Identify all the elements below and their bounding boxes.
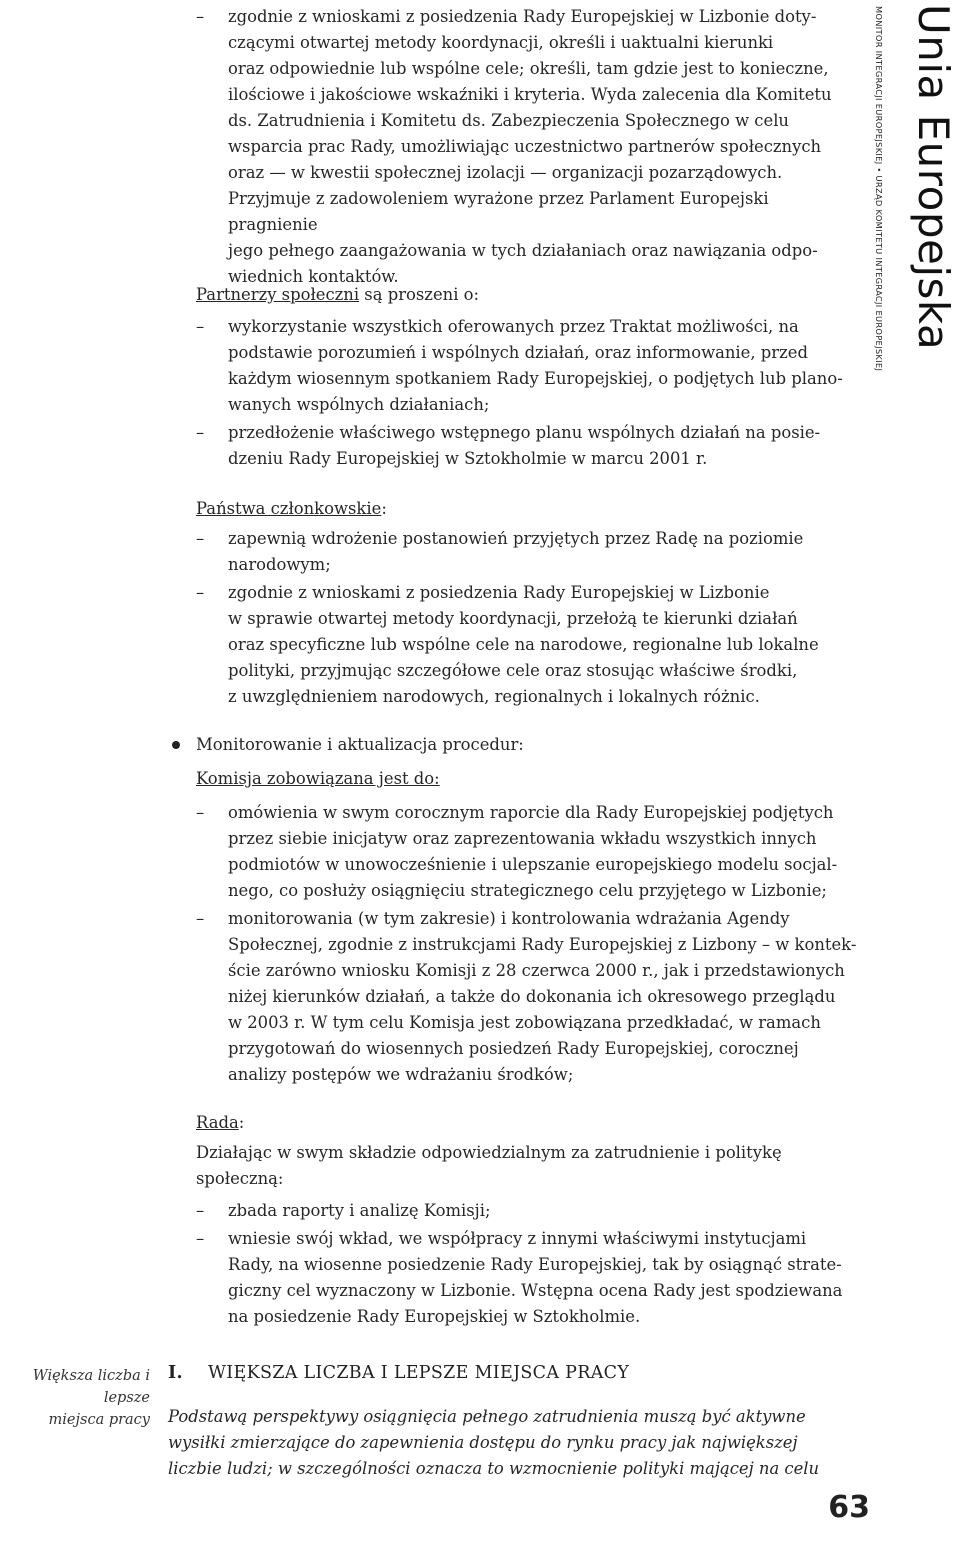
dash-marker: – (196, 1229, 205, 1248)
text-line: Rady, na wiosenne posiedzenie Rady Europejskiej, tak by osiągnąć strate- (228, 1255, 842, 1274)
bullet-marker (172, 741, 180, 749)
margin-note-line: Większa liczba i lepsze (32, 1368, 150, 1406)
text-line: społeczną: (196, 1169, 284, 1188)
margin-note (0, 1365, 150, 1431)
text-line: w sprawie otwartej metody koordynacji, przełożą te kierunki działań (228, 609, 798, 628)
text-line: zgodnie z wnioskami z posiedzenia Rady Europejskiej w Lizbonie doty- (228, 7, 817, 26)
text-line: ilościowe i jakościowe wskaźniki i kryteria. Wyda zalecenia dla Komitetu (228, 85, 832, 104)
text-line: analizy postępów we wdrażaniu środków; (228, 1065, 574, 1084)
council-heading-rest: : (238, 1113, 245, 1132)
sidebar-title: Unia Europejska (909, 4, 958, 351)
section-lead (168, 1404, 858, 1482)
text-line: giczny cel wyznaczony w Lizbonie. Wstępna ocena Rady jest spodziewana (228, 1281, 843, 1300)
text-line: podmiotów w unowocześnienie i ulepszanie europejskiego modelu socjal- (228, 855, 838, 874)
text-line: wniesie swój wkład, we współpracy z innymi właściwymi instytucjami (228, 1229, 807, 1248)
member-states-heading-rest: : (381, 499, 387, 518)
text-line: dzeniu Rady Europejskiej w Sztokholmie w marcu 2001 r. (228, 449, 708, 468)
text-line: oraz — w kwestii społecznej izolacji — organizacji pozarządowych. (228, 163, 783, 182)
dash-marker: – (196, 423, 205, 442)
text-line: oraz odpowiednie lub wspólne cele; określi, tam gdzie jest to konieczne, (228, 59, 829, 78)
partners-heading-rest: są proszeni o: (359, 285, 480, 304)
list-item-text (228, 1226, 858, 1330)
text-line: wykorzystanie wszystkich oferowanych przez Traktat możliwości, na (228, 317, 799, 336)
list-item-text (228, 526, 858, 578)
text-line: na posiedzenie Rady Europejskiej w Sztokholmie. (228, 1307, 641, 1326)
text-line: z uwzględnieniem narodowych, regionalnych i lokalnych różnic. (228, 687, 760, 706)
text-line: każdym wiosennym spotkaniem Rady Europejskiej, o podjętych lub plano- (228, 369, 843, 388)
text-line: zapewnią wdrożenie postanowień przyjętych przez Radę na poziomie (228, 529, 804, 548)
monitoring-heading: Monitorowanie i aktualizacja procedur: (196, 735, 524, 754)
list-item-text (228, 4, 858, 290)
text-line: omówienia w swym corocznym raporcie dla Rady Europejskiej podjętych (228, 803, 834, 822)
dash-marker: – (196, 529, 205, 548)
council-intro (196, 1140, 858, 1192)
text-line: jego pełnego zaangażowania w tych działaniach oraz nawiązania odpo- (228, 241, 818, 260)
text-line: oraz specyficzne lub wspólne cele na narodowe, regionalne lub lokalne (228, 635, 819, 654)
text-line: zgodnie z wnioskami z posiedzenia Rady Europejskiej w Lizbonie (228, 583, 770, 602)
member-states-heading-label: Państwa członkowskie (196, 499, 382, 518)
text-line: przygotowań do wiosennych posiedzeń Rady Europejskiej, corocznej (228, 1039, 799, 1058)
text-line: przedłożenie właściwego wstępnego planu wspólnych działań na posie- (228, 423, 821, 442)
text-line: Przyjmuje z zadowoleniem wyrażone przez Parlament Europejski pragnienie (228, 189, 769, 234)
margin-note-line: miejsca pracy (48, 1412, 150, 1428)
text-line: przez siebie inicjatyw oraz zaprezentowania wkładu wszystkich innych (228, 829, 817, 848)
list-item-text (228, 800, 858, 904)
text-line: w 2003 r. W tym celu Komisja jest zobowiązana przedkładać, w ramach (228, 1013, 821, 1032)
partners-heading (196, 282, 858, 308)
sidebar-subtitle: MONITOR INTEGRACJI EUROPEJSKIEJ • URZĄD KOMITETU INTEGRACJI EUROPEJSKIEJ (874, 6, 884, 372)
dash-marker: – (196, 583, 205, 602)
dash-marker: – (196, 803, 205, 822)
text-line: narodowym; (228, 555, 331, 574)
list-item-text (228, 580, 858, 710)
text-line: wanych wspólnych działaniach; (228, 395, 490, 414)
list-item-text (228, 906, 858, 1088)
page-number: 63 (828, 1490, 870, 1525)
text-line: Działając w swym składzie odpowiedzialnym za zatrudnienie i politykę (196, 1143, 782, 1162)
section-number: I. (168, 1363, 183, 1383)
text-line: polityki, przyjmując szczegółowe cele oraz stosując właściwe środki, (228, 661, 798, 680)
dash-marker: – (196, 317, 205, 336)
commission-heading-label: Komisja zobowiązana jest do: (196, 769, 440, 788)
text-line: wiednich kontaktów. (228, 267, 399, 286)
text-line: Społecznej, zgodnie z instrukcjami Rady Europejskiej z Lizbony – w kontek- (228, 935, 857, 954)
text-line: wysiłki zmierzające do zapewnienia dostępu do rynku pracy jak największej (168, 1433, 798, 1452)
section-heading (168, 1360, 868, 1386)
text-line: zbada raporty i analizę Komisji; (228, 1201, 491, 1220)
text-line: niżej kierunków działań, a także do dokonania ich okresowego przeglądu (228, 987, 836, 1006)
dash-marker: – (196, 1201, 205, 1220)
council-heading-label: Rada (196, 1113, 239, 1132)
dash-marker: – (196, 909, 205, 928)
text-line: nego, co posłuży osiągnięciu strategicznego celu przyjętego w Lizbonie; (228, 881, 827, 900)
dash-marker: – (196, 7, 205, 26)
member-states-heading (196, 496, 858, 522)
section-title: WIĘKSZA LICZBA I LEPSZE MIEJSCA PRACY (208, 1363, 630, 1383)
text-line: Podstawą perspektywy osiągnięcia pełnego zatrudnienia muszą być aktywne (168, 1407, 806, 1426)
text-line: liczbie ludzi; w szczególności oznacza to wzmocnienie polityki mającej na celu (168, 1459, 820, 1478)
text-line: monitorowania (w tym zakresie) i kontrolowania wdrażania Agendy (228, 909, 790, 928)
text-line: ds. Zatrudnienia i Komitetu ds. Zabezpieczenia Społecznego w celu (228, 111, 789, 130)
list-item-text (228, 314, 858, 418)
commission-heading (196, 766, 858, 792)
text-line: wsparcia prac Rady, umożliwiając uczestnictwo partnerów społecznych (228, 137, 822, 156)
text-line: podstawie porozumień i wspólnych działań, oraz informowanie, przed (228, 343, 808, 362)
list-item-text (228, 1198, 858, 1224)
council-heading (196, 1110, 858, 1136)
partners-heading-label: Partnerzy społeczni (196, 285, 360, 304)
text-line: czącymi otwartej metody koordynacji, określi i uaktualni kierunki (228, 33, 774, 52)
text-line: ście zarówno wniosku Komisji z 28 czerwca 2000 r., jak i przedstawionych (228, 961, 845, 980)
list-item-text (228, 420, 858, 472)
